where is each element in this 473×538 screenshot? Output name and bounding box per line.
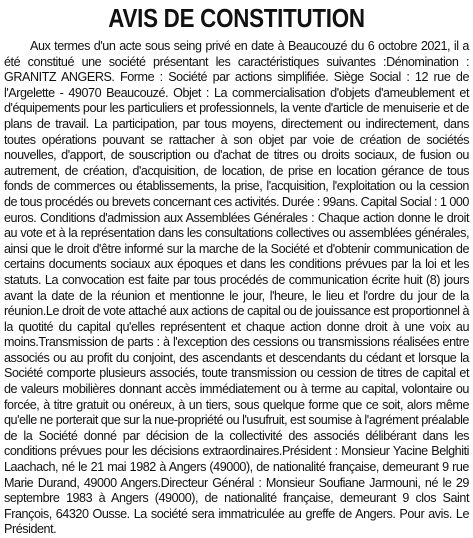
notice-title: AVIS DE CONSTITUTION bbox=[108, 3, 365, 33]
notice-body: Aux termes d'un acte sous seing privé en date à Beaucouzé du 6 octobre 2021, il a été constitué une société présentant les caractéristiques suivantes :Dénomination : GRANITZ ANGERS. Forme : Société par actions simplifiée. Siège Social : 12 rue de l'Argelette - 49070 Beaucouzé. Objet : La commercialisation d'objets d'ameublement et d'équipements pour les particuliers et professionnels, la vente d'article de menuiserie et de plans de travail. La participation, par tous moyens, directement ou indirectement, dans toutes opérations pouvant se rattacher à son objet par voie de création de sociétés nouvelles, d'apport, de souscription ou d'achat de titres ou droits sociaux, de fusion ou autrement, de création, d'acquisition, de location, de prise en location gérance de tous fonds de commerces ou établissements, la prise, l'acquisition, l'exploitation ou la cession de tous procédés ou brevets concernant ces activités. Durée : 99ans. Capital Social : 1 000 euros. Conditions d'admission aux Assemblées Générales : Chaque action donne le droit au vote et à la représentation dans les consultations collectives ou assemblées générales, ainsi que le droit d'être informé sur la marche de la Société et d'obtenir communication de certains documents sociaux aux époques et dans les conditions prévues par la loi et les statuts. La convocation est faite par tous procédés de communication écrite huit (8) jours avant la date de la réunion et mentionne le jour, l'heure, le lieu et l'ordre du jour de la réunion.Le droit de vote attaché aux actions de capital ou de jouissance est proportionnel à la quotité du capital qu'elles représentent et chaque action donne droit à une voix au moins.Transmission de parts : à l'exception des cessions ou transmissions réalisées entre associés ou au profit du conjoint, des ascendants et descendants du cédant et lorsque la Société comporte plusieurs associés, toute transmission ou cession de titres de capital et de valeurs mobilières donnant accès immédiatement ou à terme au capital, volontaire ou forcée, à titre gratuit ou onéreux, à un tiers, sous quelque forme que ce soit, alors même qu'elle ne porterait que sur la nue-propriété ou l'usufruit, est soumise à l'agrément préalable de la Société donné par décision de la collectivité des associés délibérant dans les conditions prévues pour les décisions extraordinaires.Président : Monsieur Yacine Belghiti Laachach, né le 21 mai 1982 à Angers (49000), de nationalité française, demeurant 9 rue Marie Durand, 49000 Angers.Directeur Général : Monsieur Soufiane Jarmouni, né le 29 septembre 1983 à Angers (49000), de nationalité française, demeurant 9 clos Saint François, 64320 Ousse. La société sera immatriculée au greffe de Angers. Pour avis. Le Président. bbox=[4, 39, 469, 537]
